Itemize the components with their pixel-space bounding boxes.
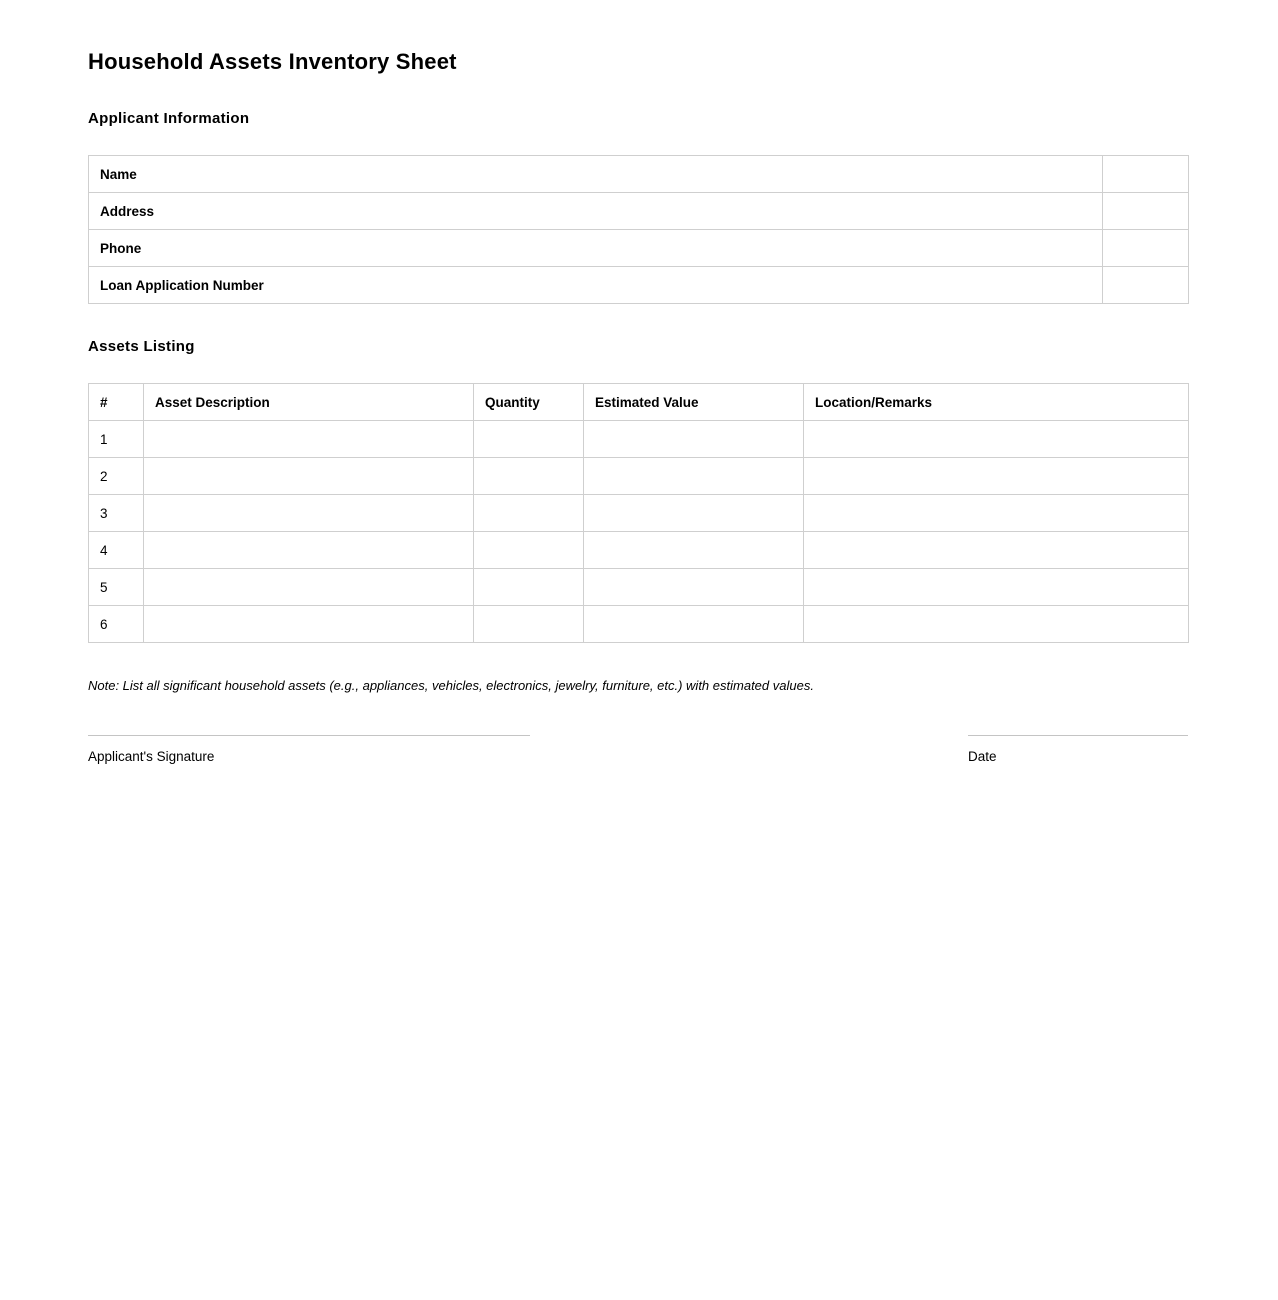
asset-quantity-cell[interactable] — [474, 532, 584, 569]
table-row — [89, 458, 1189, 495]
applicant-information-table — [88, 155, 1189, 304]
table-row — [89, 193, 1189, 230]
asset-row-number: 1 — [89, 421, 144, 458]
applicant-signature-label: Applicant's Signature — [88, 749, 215, 764]
asset-quantity-cell[interactable] — [474, 495, 584, 532]
asset-description-cell[interactable] — [144, 532, 474, 569]
asset-estimated-value-cell[interactable] — [584, 569, 804, 606]
applicant-field-label-address: Address — [89, 193, 1103, 230]
table-row — [89, 230, 1189, 267]
table-row — [89, 421, 1189, 458]
asset-quantity-cell[interactable] — [474, 606, 584, 643]
asset-estimated-value-cell[interactable] — [584, 421, 804, 458]
applicant-field-value-phone[interactable] — [1103, 230, 1189, 267]
asset-location-remarks-cell[interactable] — [804, 569, 1189, 606]
asset-description-cell[interactable] — [144, 421, 474, 458]
asset-quantity-cell[interactable] — [474, 569, 584, 606]
asset-description-cell[interactable] — [144, 569, 474, 606]
table-row — [89, 267, 1189, 304]
asset-row-number: 6 — [89, 606, 144, 643]
applicant-field-label-phone: Phone — [89, 230, 1103, 267]
applicant-field-value-address[interactable] — [1103, 193, 1189, 230]
column-header-quantity: Quantity — [474, 384, 584, 421]
column-header-asset-description: Asset Description — [144, 384, 474, 421]
applicant-field-label-loan-application-number: Loan Application Number — [89, 267, 1103, 304]
asset-quantity-cell[interactable] — [474, 421, 584, 458]
table-row — [89, 495, 1189, 532]
applicant-field-value-name[interactable] — [1103, 156, 1189, 193]
asset-location-remarks-cell[interactable] — [804, 458, 1189, 495]
table-header-row — [89, 384, 1189, 421]
table-row — [89, 156, 1189, 193]
assets-listing-table — [88, 383, 1189, 643]
asset-estimated-value-cell[interactable] — [584, 606, 804, 643]
asset-location-remarks-cell[interactable] — [804, 495, 1189, 532]
date-label: Date — [968, 749, 997, 764]
date-line[interactable] — [968, 735, 1188, 736]
applicant-field-label-name: Name — [89, 156, 1103, 193]
asset-row-number: 5 — [89, 569, 144, 606]
assets-listing-heading: Assets Listing — [88, 338, 195, 355]
column-header-estimated-value: Estimated Value — [584, 384, 804, 421]
asset-estimated-value-cell[interactable] — [584, 495, 804, 532]
asset-location-remarks-cell[interactable] — [804, 421, 1189, 458]
table-row — [89, 532, 1189, 569]
asset-description-cell[interactable] — [144, 458, 474, 495]
applicant-signature-block — [88, 735, 530, 766]
asset-location-remarks-cell[interactable] — [804, 606, 1189, 643]
applicant-information-heading: Applicant Information — [88, 110, 250, 127]
table-row — [89, 569, 1189, 606]
asset-description-cell[interactable] — [144, 495, 474, 532]
assets-note: Note: List all significant household assets (e.g., appliances, vehicles, electronics, jewelry, furniture, etc.) with estimated values. — [88, 678, 814, 693]
asset-location-remarks-cell[interactable] — [804, 532, 1189, 569]
applicant-field-value-loan-application-number[interactable] — [1103, 267, 1189, 304]
date-block — [968, 735, 1188, 766]
column-header-number: # — [89, 384, 144, 421]
page-title: Household Assets Inventory Sheet — [88, 49, 457, 74]
asset-estimated-value-cell[interactable] — [584, 458, 804, 495]
asset-row-number: 3 — [89, 495, 144, 532]
table-row — [89, 606, 1189, 643]
asset-quantity-cell[interactable] — [474, 458, 584, 495]
column-header-location-remarks: Location/Remarks — [804, 384, 1189, 421]
applicant-signature-line[interactable] — [88, 735, 530, 736]
asset-row-number: 2 — [89, 458, 144, 495]
asset-row-number: 4 — [89, 532, 144, 569]
asset-description-cell[interactable] — [144, 606, 474, 643]
asset-estimated-value-cell[interactable] — [584, 532, 804, 569]
